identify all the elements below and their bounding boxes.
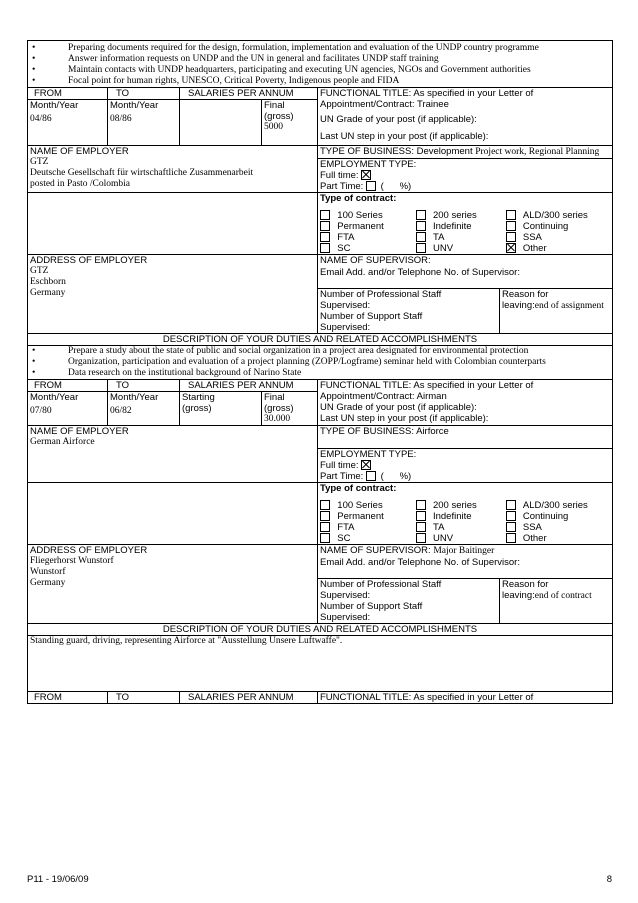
- list-item: • Organization, participation and evaluation of a project planning (ZOPP/Logframe) seminar held with Colombian counterparts: [30, 357, 610, 368]
- job1-duties-row: [28, 346, 613, 380]
- job1-employer: NAME OF EMPLOYER GTZ Deutsche Gesellschaft für wirtschaftliche Zusammenarbeit posted in Pasto /Colombia: [28, 146, 318, 193]
- job1-address: ADDRESS OF EMPLOYER GTZ Eschborn Germany: [28, 255, 318, 334]
- job2-contract-row: [28, 483, 613, 545]
- job2-reason-leaving: Reason for leaving:end of contract: [500, 579, 613, 624]
- full-time-checkbox[interactable]: [361, 170, 371, 180]
- c200-checkbox[interactable]: [416, 500, 426, 510]
- page-number: 8: [606, 874, 612, 885]
- job1-employer-row: [28, 146, 613, 159]
- unv-checkbox[interactable]: [416, 243, 426, 253]
- list-item: • Data research on the institutional background of Narino State: [30, 368, 610, 379]
- job2-dates-row: Month/Year 07/80 Month/Year 06/82 Starting (gross) Final (gross) 30.000: [28, 392, 613, 426]
- job2-address-row: [28, 545, 613, 579]
- job1-address-row: [28, 255, 613, 289]
- job2-supervisor: NAME OF SUPERVISOR: Major Baitinger Email Add. and/or Telephone No. of Supervisor:: [318, 545, 613, 579]
- continuing-checkbox[interactable]: [506, 221, 516, 231]
- ssa-checkbox[interactable]: [506, 522, 516, 532]
- job1-contract-row: [28, 193, 613, 255]
- full-time-checkbox[interactable]: [361, 460, 371, 470]
- job1-description-header: DESCRIPTION OF YOUR DUTIES AND RELATED ACCOMPLISHMENTS: [28, 334, 613, 346]
- other-checkbox[interactable]: [506, 533, 516, 543]
- unv-checkbox[interactable]: [416, 533, 426, 543]
- job2-address: ADDRESS OF EMPLOYER Fliegerhorst Wunstorf Wunstorf Germany: [28, 545, 318, 624]
- p11-form-page: [27, 40, 612, 704]
- list-item: • Preparing documents required for the design, formulation, implementation and evaluation of the UNDP country programme: [30, 43, 610, 54]
- c100-checkbox[interactable]: [320, 500, 330, 510]
- job2-description-header: DESCRIPTION OF YOUR DUTIES AND RELATED ACCOMPLISHMENTS: [28, 624, 613, 636]
- job2-staff-supervised: Number of Professional Staff Supervised: Number of Support Staff Supervised:: [318, 579, 500, 624]
- fta-checkbox[interactable]: [320, 232, 330, 242]
- ssa-checkbox[interactable]: [506, 232, 516, 242]
- ta-checkbox[interactable]: [416, 232, 426, 242]
- ald-checkbox[interactable]: [506, 210, 516, 220]
- job2-contract-type: Type of contract: 100 Series Permanent FTA SC 200 series Indefinite TA UNV ALD/300 series Continuing SSA Other: [318, 483, 613, 545]
- from-date: 04/86: [30, 114, 52, 124]
- job1-header-row: [28, 88, 613, 100]
- job1-contract-type: Type of contract: 100 Series Permanent FTA SC 200 series Indefinite TA UNV ALD/300 series Continuing SSA Other: [318, 193, 613, 255]
- other-checkbox[interactable]: [506, 243, 516, 253]
- job2-employment-type: EMPLOYMENT TYPE: Full time: Part Time: ( %): [318, 449, 613, 483]
- employment-table: [27, 40, 613, 704]
- salaries-label: SALARIES PER ANNUM: [180, 88, 318, 100]
- job2-employer: NAME OF EMPLOYER German Airforce: [28, 426, 318, 483]
- part-time-checkbox[interactable]: [366, 471, 376, 481]
- job3-header-row: FROM TO SALARIES PER ANNUM FUNCTIONAL TITLE: As specified in your Letter of: [28, 692, 613, 704]
- to-label: TO: [108, 88, 180, 100]
- part-time-checkbox[interactable]: [366, 181, 376, 191]
- job2-employer-row: [28, 426, 613, 449]
- job1-reason-leaving: Reason for leaving:end of assignment: [500, 289, 613, 334]
- indefinite-checkbox[interactable]: [416, 511, 426, 521]
- job1-staff-supervised: Number of Professional Staff Supervised: Number of Support Staff Supervised:: [318, 289, 500, 334]
- appointment-value: Trainee: [417, 99, 449, 110]
- c100-checkbox[interactable]: [320, 210, 330, 220]
- list-item: • Focal point for human rights, UNESCO, Critical Poverty, Indigenous people and FIDA: [30, 76, 610, 87]
- permanent-checkbox[interactable]: [320, 221, 330, 231]
- job2-duties-text: Standing guard, driving, representing Airforce at "Ausstellung Unsere Luftwaffe".: [28, 636, 613, 692]
- job2-header-row: FROM TO SALARIES PER ANNUM FUNCTIONAL TITLE: As specified in your Letter of Appointment/Contract: Airman UN Grade of your post (if applicable): Last UN step in your post (if applicable):: [28, 380, 613, 392]
- sc-checkbox[interactable]: [320, 243, 330, 253]
- previous-duties-list: [30, 43, 610, 87]
- job1-employment-type: EMPLOYMENT TYPE: Full time: Part Time: ( %): [318, 159, 613, 193]
- indefinite-checkbox[interactable]: [416, 221, 426, 231]
- job1-duties-list: [30, 346, 610, 379]
- list-item: • Prepare a study about the state of public and social organization in a project area designated for environmental protection: [30, 346, 610, 357]
- previous-duties-row: [28, 41, 613, 88]
- ald-checkbox[interactable]: [506, 500, 516, 510]
- ta-checkbox[interactable]: [416, 522, 426, 532]
- job2-functional-title: FUNCTIONAL TITLE: As specified in your Letter of Appointment/Contract: Airman UN Grade of your post (if applicable): Last UN step in your post (if applicable):: [318, 380, 613, 426]
- from-label: FROM: [28, 88, 108, 100]
- job2-duties-row: [28, 636, 613, 692]
- job1-business: TYPE OF BUSINESS: Development Project work, Regional Planning: [318, 146, 613, 159]
- job2-business: TYPE OF BUSINESS: Airforce: [318, 426, 613, 449]
- sc-checkbox[interactable]: [320, 533, 330, 543]
- c200-checkbox[interactable]: [416, 210, 426, 220]
- final-salary: 5000: [264, 122, 283, 132]
- job1-supervisor: NAME OF SUPERVISOR: Email Add. and/or Telephone No. of Supervisor:: [318, 255, 613, 289]
- permanent-checkbox[interactable]: [320, 511, 330, 521]
- job1-dates-row: Month/Year 04/86 Month/Year 08/86 Final (gross) 5000: [28, 100, 613, 146]
- page-footer: [27, 874, 612, 885]
- continuing-checkbox[interactable]: [506, 511, 516, 521]
- list-item: • Answer information requests on UNDP and the UN in general and facilitates UNDP staff training: [30, 54, 610, 65]
- job1-functional-title: FUNCTIONAL TITLE: As specified in your Letter of Appointment/Contract: Trainee UN Grade of your post (if applicable): Last UN step in your post (if applicable):: [318, 88, 613, 146]
- footer-form-id: P11 - 19/06/09: [27, 874, 89, 885]
- to-date: 08/86: [110, 114, 132, 124]
- list-item: • Maintain contacts with UNDP headquarters, participating and executing UN agencies, NGOs and Government authorities: [30, 65, 610, 76]
- fta-checkbox[interactable]: [320, 522, 330, 532]
